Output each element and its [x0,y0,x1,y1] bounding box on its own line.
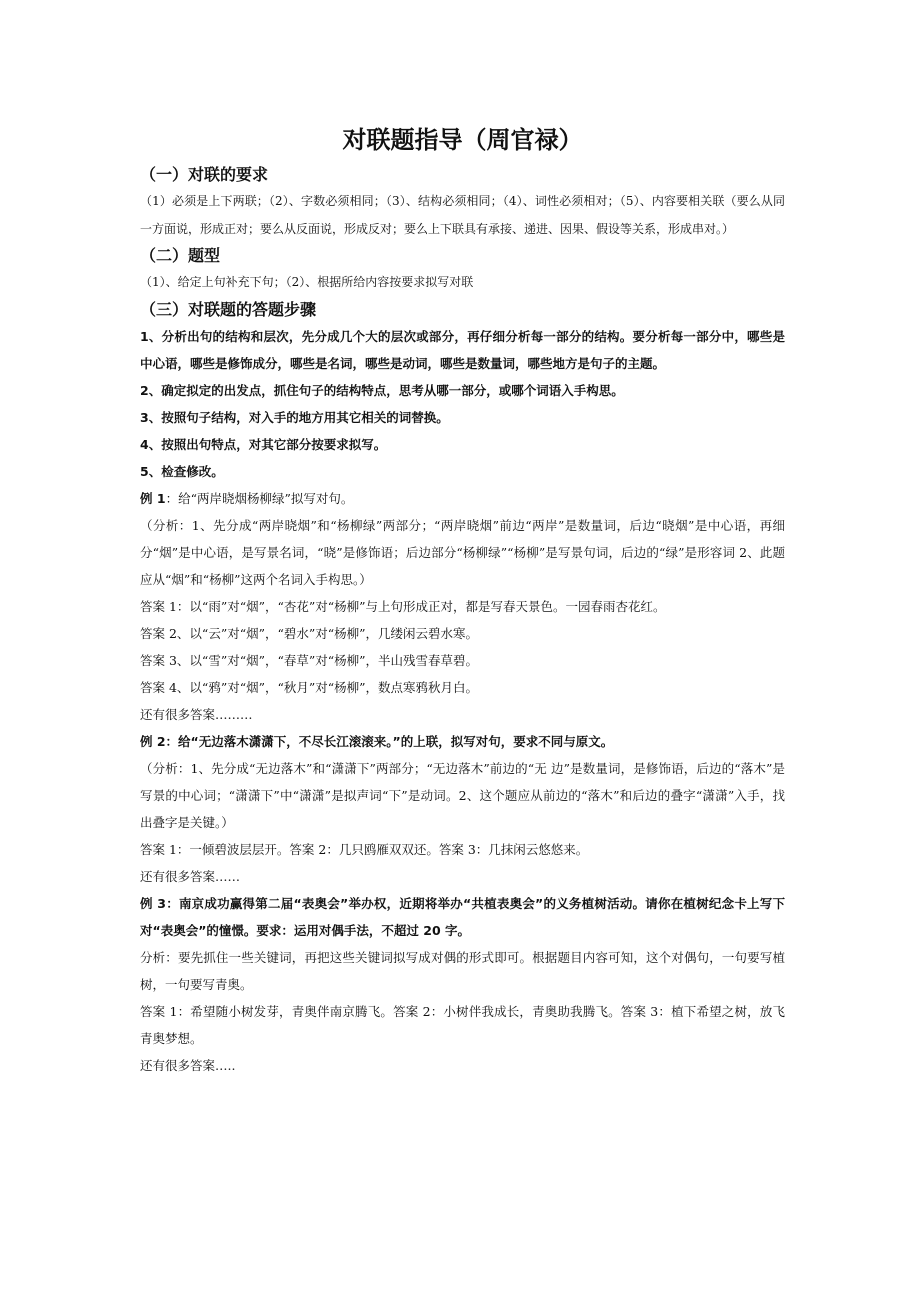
section-1-heading: （一）对联的要求 [140,165,269,184]
example-1-analysis: （分析：1、先分成“两岸晓烟”和“杨柳绿”两部分；“两岸晓烟”前边“两岸”是数量词，后边“晓烟”是中心语，再细分“烟”是中心语，是写景名词，“晓”是修饰语；后边部分“杨柳绿”“杨柳”是写景句词，后边的“绿”是形容词 2、此题应从“烟”和“杨柳”这两个名词入手构思。） [140,517,785,587]
document-title: 对联题指导（周官禄） [342,126,583,154]
example-1-label: 例 1 [140,490,166,506]
section-1-body: （1）必须是上下两联；（2）、字数必须相同；（3）、结构必须相同；（4）、词性必须相对；（5）、内容要相关联（要么从同一方面说，形成正对；要么从反面说，形成反对；要么上下联具有承接、递进、因果、假设等关系，形成串对。） [140,194,785,236]
step-5: 5、检查修改。 [140,463,224,479]
section-3-heading: （三）对联题的答题步骤 [140,299,317,319]
example-1-answer-3: 答案 3、以“雪”对“烟”，“春草”对“杨柳”，半山残雪春草碧。 [140,652,479,668]
document-page [140,120,785,1079]
section-2-body: （1）、给定上句补充下句；（2）、根据所给内容按要求拟写对联 [140,275,474,289]
example-1-answer-2: 答案 2、以“云”对“烟”，“碧水”对“杨柳”，几缕闲云碧水寒。 [140,625,479,641]
step-1: 1、分析出句的结构和层次，先分成几个大的层次或部分，再仔细分析每一部分的结构。要分析每一部分中，哪些是中心语，哪些是修饰成分，哪些是名词，哪些是动词，哪些是数量词，哪些地方是句子的主题。 [140,328,785,371]
example-1-answer-4: 答案 4、以“鸦”对“烟”，“秋月”对“杨柳”，数点寒鸦秋月白。 [140,679,479,695]
example-1-prompt-text: ：给“两岸晓烟杨柳绿”拟写对句。 [165,490,354,506]
example-3-more: 还有很多答案….. [140,1057,236,1073]
step-3: 3、按照句子结构，对入手的地方用其它相关的词替换。 [140,409,449,425]
example-2-answers: 答案 1：一倾碧波层层开。答案 2：几只鸥雁双双还。答案 3：几抹闲云悠悠来。 [140,841,589,857]
example-3-answers: 答案 1：希望随小树发芽，青奥伴南京腾飞。答案 2：小树伴我成长，青奥助我腾飞。答案 3：植下希望之树，放飞青奥梦想。 [140,1003,785,1046]
example-2-analysis: （分析：1、先分成“无边落木”和“潇潇下”两部分；“无边落木”前边的“无 边”是数量词，是修饰语，后边的“落木”是写景的中心词；“潇潇下”中“潇潇”是拟声词“下”是动词。2、这个题应从前边的“落木”和后边的叠字“潇潇”入手，找出叠字是关键。） [140,760,785,830]
example-1-prompt [140,485,785,512]
example-3-prompt: 例 3：南京成功赢得第二届“表奥会”举办权，近期将举办“共植表奥会”的义务植树活动。请你在植树纪念卡上写下对“表奥会”的憧憬。要求：运用对偶手法，不超过 20 字。 [140,895,785,938]
example-1-answer-1: 答案 1：以“雨”对“烟”，“杏花”对“杨柳”与上句形成正对，都是写春天景色。一园春雨杏花红。 [140,598,666,614]
section-2-heading: （二）题型 [140,246,221,265]
example-3-analysis: 分析：要先抓住一些关键词，再把这些关键词拟写成对偶的形式即可。根据题目内容可知，这个对偶句，一句要写植树，一句要写青奥。 [140,949,785,992]
example-2-more: 还有很多答案…… [140,868,241,884]
step-2: 2、确定拟定的出发点，抓住句子的结构特点，思考从哪一部分，或哪个词语入手构思。 [140,382,624,398]
step-4: 4、按照出句特点，对其它部分按要求拟写。 [140,436,387,452]
example-1-more: 还有很多答案……… [140,706,253,722]
example-2-prompt: 例 2：给“无边落木潇潇下，不尽长江滚滚来。”的上联，拟写对句，要求不同与原文。 [140,733,614,749]
